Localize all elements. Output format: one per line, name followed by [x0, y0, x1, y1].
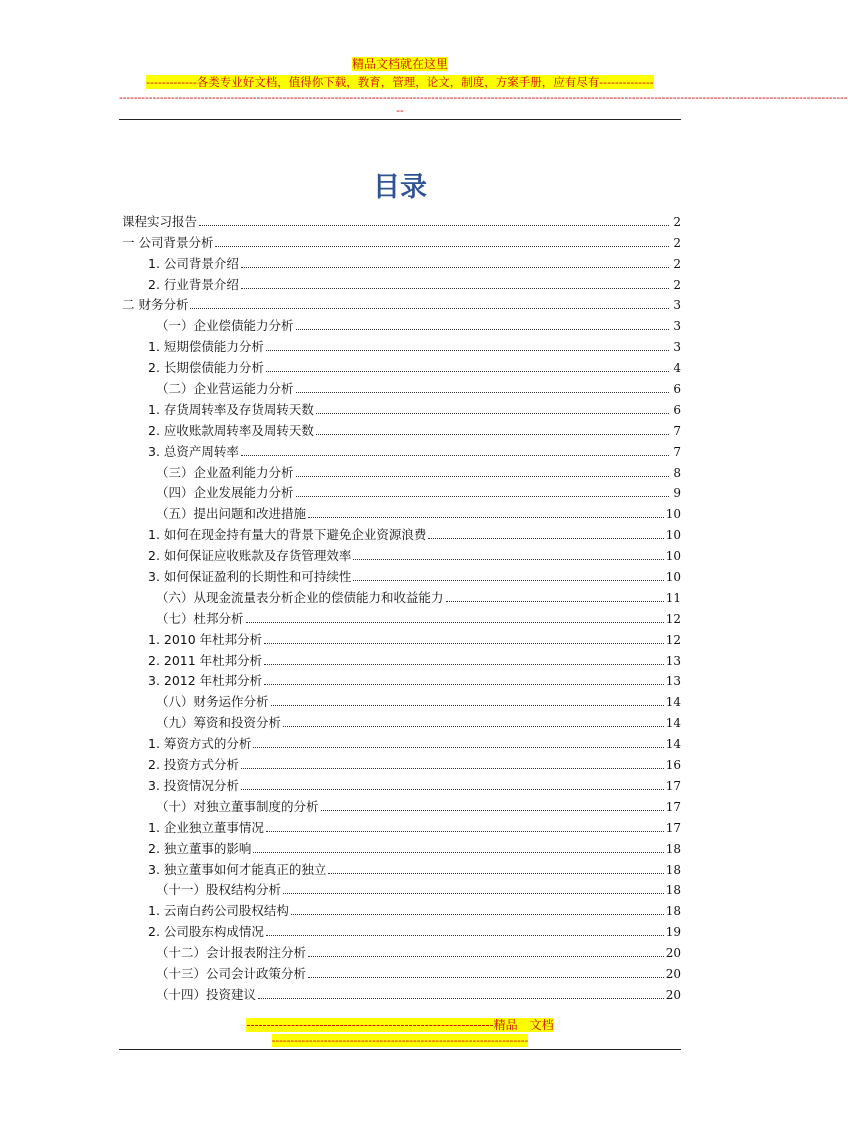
- toc-entry[interactable]: [119, 293, 681, 314]
- header-subtitle: [0, 75, 800, 90]
- header-rule: [119, 119, 681, 120]
- toc-entry-page: 4: [673, 361, 681, 376]
- toc-entry-leader: [308, 516, 664, 518]
- toc-entry-leader: [446, 600, 664, 602]
- toc-entry-label: 1. 云南白药公司股权结构: [148, 903, 289, 919]
- toc-entry[interactable]: [119, 543, 681, 564]
- toc-entry-page: 20: [665, 987, 681, 1002]
- toc-entry-page: 10: [665, 570, 681, 585]
- toc-entry-leader: [308, 955, 664, 957]
- toc-entry-label: 2. 应收账款周转率及周转天数: [148, 422, 314, 438]
- toc-entry-page: 16: [665, 758, 681, 773]
- toc-entry[interactable]: [119, 522, 681, 543]
- toc-entry-label: （八）财务运作分析: [156, 694, 269, 710]
- toc-entry-label: 2. 如何保证应收账款及存货管理效率: [148, 548, 352, 564]
- toc-entry-leader: [241, 788, 664, 790]
- toc-entry[interactable]: [119, 857, 681, 878]
- toc-entry-leader: [266, 934, 664, 936]
- toc-entry[interactable]: [119, 669, 681, 690]
- toc-entry[interactable]: [119, 878, 681, 899]
- toc-entry-leader: [296, 328, 669, 330]
- toc-entry-page: 10: [665, 528, 681, 543]
- toc-entry-leader: [271, 704, 664, 706]
- toc-entry-page: 7: [673, 444, 681, 459]
- toc-entry-label: 3. 总资产周转率: [148, 443, 239, 459]
- toc-entry-label: 2. 2011 年杜邦分析: [148, 652, 263, 668]
- toc-entry-page: 8: [673, 465, 681, 480]
- toc-entry-leader: [266, 830, 664, 832]
- toc-entry[interactable]: [119, 961, 681, 982]
- toc-entry-page: 17: [665, 799, 681, 814]
- toc-entry-leader: [296, 475, 669, 477]
- toc-entry-leader: [264, 642, 664, 644]
- toc-entry[interactable]: [119, 627, 681, 648]
- toc-entry[interactable]: [119, 752, 681, 773]
- toc-entry-leader: [199, 224, 669, 226]
- toc-entry-leader: [258, 997, 664, 999]
- toc-entry-label: 一 公司背景分析: [122, 234, 214, 250]
- toc-entry-label: （十四）投资建议: [156, 986, 257, 1002]
- toc-entry-label: （四）企业发展能力分析: [156, 485, 294, 501]
- table-of-contents: [119, 209, 681, 1003]
- toc-entry-leader: [241, 287, 669, 289]
- toc-entry-label: 1. 存货周转率及存货周转天数: [148, 401, 314, 417]
- header-dashes: ----------------------------------------------------------------------------------------------------------------------------------------------------------------------------------------------------: [119, 91, 848, 104]
- toc-entry-page: 3: [673, 319, 681, 334]
- toc-entry[interactable]: [119, 731, 681, 752]
- toc-entry[interactable]: [119, 982, 681, 1003]
- toc-entry-label: 1. 公司背景介绍: [148, 255, 239, 271]
- toc-entry[interactable]: [119, 606, 681, 627]
- toc-entry[interactable]: [119, 334, 681, 355]
- toc-entry-leader: [264, 663, 664, 665]
- toc-entry-leader: [246, 621, 664, 623]
- toc-entry-leader: [291, 913, 664, 915]
- toc-title: 目录: [373, 172, 427, 203]
- footer-line-2-text: ---------------------------------------------------------------------: [271, 1034, 529, 1047]
- toc-entry-page: 11: [665, 590, 681, 605]
- toc-entry-leader: [353, 558, 663, 560]
- toc-entry-leader: [316, 433, 669, 435]
- toc-entry[interactable]: [119, 376, 681, 397]
- toc-entry-label: （六）从现金流量表分析企业的偿债能力和收益能力: [156, 589, 444, 605]
- toc-entry-leader: [266, 370, 669, 372]
- toc-entry-label: 课程实习报告: [122, 213, 198, 229]
- toc-entry-leader: [328, 872, 663, 874]
- toc-entry-label: （九）筹资和投资分析: [156, 715, 282, 731]
- toc-entry[interactable]: [119, 898, 681, 919]
- toc-entry-label: 3. 独立董事如何才能真正的独立: [148, 861, 327, 877]
- toc-entry-label: 2. 投资方式分析: [148, 757, 239, 773]
- toc-entry-label: 3. 如何保证盈利的长期性和可持续性: [148, 569, 352, 585]
- toc-entry[interactable]: [119, 794, 681, 815]
- toc-entry-leader: [428, 537, 663, 539]
- toc-entry-label: 2. 长期偿债能力分析: [148, 360, 264, 376]
- toc-entry-label: 1. 如何在现金持有量大的背景下避免企业资源浪费: [148, 527, 427, 543]
- toc-entry-leader: [215, 245, 669, 247]
- toc-entry-leader: [190, 307, 669, 309]
- toc-entry-page: 14: [665, 716, 681, 731]
- toc-entry[interactable]: [119, 773, 681, 794]
- toc-entry-label: 3. 投资情况分析: [148, 777, 239, 793]
- toc-entry-leader: [253, 746, 663, 748]
- toc-entry-leader: [266, 349, 669, 351]
- toc-entry-label: 1. 短期偿债能力分析: [148, 339, 264, 355]
- toc-entry-page: 12: [665, 611, 681, 626]
- toc-entry-label: （十一）股权结构分析: [156, 882, 282, 898]
- toc-entry-page: 9: [673, 486, 681, 501]
- toc-entry-page: 14: [665, 695, 681, 710]
- toc-entry[interactable]: [119, 940, 681, 961]
- toc-entry[interactable]: [119, 710, 681, 731]
- toc-entry[interactable]: [119, 418, 681, 439]
- toc-entry[interactable]: [119, 397, 681, 418]
- toc-entry-label: 3. 2012 年杜邦分析: [148, 673, 263, 689]
- toc-entry-leader: [353, 579, 663, 581]
- toc-entry-page: 12: [665, 632, 681, 647]
- toc-entry-leader: [283, 892, 664, 894]
- toc-entry-label: （十二）会计报表附注分析: [156, 945, 307, 961]
- toc-entry-page: 6: [673, 402, 681, 417]
- toc-entry-leader: [321, 809, 664, 811]
- toc-entry-page: 19: [665, 925, 681, 940]
- toc-entry-label: （七）杜邦分析: [156, 610, 244, 626]
- toc-entry-label: 1. 筹资方式的分析: [148, 736, 252, 752]
- toc-entry-page: 18: [665, 904, 681, 919]
- toc-entry-page: 2: [673, 214, 681, 229]
- toc-entry-label: 1. 企业独立董事情况: [148, 819, 264, 835]
- toc-entry-label: 二 财务分析: [122, 297, 189, 313]
- toc-entry-page: 13: [665, 674, 681, 689]
- toc-entry[interactable]: [119, 355, 681, 376]
- toc-entry-page: 18: [665, 841, 681, 856]
- toc-entry[interactable]: [119, 251, 681, 272]
- toc-entry[interactable]: [119, 313, 681, 334]
- toc-entry-leader: [316, 412, 669, 414]
- toc-entry-label: （一）企业偿债能力分析: [156, 318, 294, 334]
- toc-entry[interactable]: [119, 648, 681, 669]
- toc-entry-page: 20: [665, 946, 681, 961]
- toc-entry[interactable]: [119, 460, 681, 481]
- toc-entry-page: 2: [673, 256, 681, 271]
- toc-entry-page: 18: [665, 883, 681, 898]
- toc-entry-page: 7: [673, 423, 681, 438]
- toc-entry-label: （二）企业营运能力分析: [156, 381, 294, 397]
- toc-entry-page: 2: [673, 235, 681, 250]
- toc-entry-page: 20: [665, 966, 681, 981]
- toc-entry-label: （十三）公司会计政策分析: [156, 965, 307, 981]
- toc-entry-page: 2: [673, 277, 681, 292]
- toc-entry-page: 17: [665, 820, 681, 835]
- toc-entry[interactable]: [119, 836, 681, 857]
- toc-entry[interactable]: [119, 209, 681, 230]
- toc-entry[interactable]: [119, 230, 681, 251]
- header-title: [0, 57, 800, 72]
- toc-entry-leader: [296, 391, 669, 393]
- toc-entry-leader: [241, 767, 664, 769]
- header-dashes-tail: --: [396, 104, 404, 117]
- toc-entry[interactable]: [119, 919, 681, 940]
- toc-entry[interactable]: [119, 501, 681, 522]
- footer-line-2: [0, 1034, 800, 1047]
- toc-entry[interactable]: [119, 564, 681, 585]
- toc-entry-leader: [308, 976, 664, 978]
- header-title-text: 精品文档就在这里: [351, 57, 448, 71]
- toc-entry-label: （十）对独立董事制度的分析: [156, 798, 319, 814]
- toc-entry[interactable]: [119, 439, 681, 460]
- footer-rule: [119, 1049, 681, 1050]
- toc-entry-page: 17: [665, 778, 681, 793]
- toc-entry-page: 6: [673, 382, 681, 397]
- toc-entry-leader: [241, 266, 669, 268]
- toc-entry-page: 3: [673, 298, 681, 313]
- toc-entry-leader: [253, 851, 663, 853]
- toc-entry-leader: [283, 725, 664, 727]
- toc-entry-leader: [241, 454, 669, 456]
- toc-entry-label: 2. 行业背景介绍: [148, 276, 239, 292]
- toc-entry-leader: [264, 683, 664, 685]
- toc-entry-page: 10: [665, 549, 681, 564]
- footer-line-1: [0, 1018, 800, 1033]
- toc-entry[interactable]: [119, 585, 681, 606]
- toc-entry[interactable]: [119, 815, 681, 836]
- toc-entry-label: （三）企业盈利能力分析: [156, 464, 294, 480]
- toc-entry-page: 14: [665, 737, 681, 752]
- toc-entry-label: 1. 2010 年杜邦分析: [148, 631, 263, 647]
- toc-entry-page: 10: [665, 507, 681, 522]
- toc-entry[interactable]: [119, 689, 681, 710]
- footer-line-1-text: -------------------------------------------------------------精品 文档: [246, 1018, 554, 1032]
- toc-entry[interactable]: [119, 272, 681, 293]
- toc-entry-label: 2. 公司股东构成情况: [148, 924, 264, 940]
- toc-entry-leader: [296, 495, 669, 497]
- header-subtitle-text: -------------各类专业好文档，值得你下载，教育，管理，论文，制度，方案手册，应有尽有--------------: [146, 75, 654, 89]
- toc-entry-label: （五）提出问题和改进措施: [156, 506, 307, 522]
- toc-entry-page: 13: [665, 653, 681, 668]
- toc-entry-page: 3: [673, 340, 681, 355]
- toc-entry-page: 18: [665, 862, 681, 877]
- toc-entry-label: 2. 独立董事的影响: [148, 840, 252, 856]
- toc-entry[interactable]: [119, 481, 681, 502]
